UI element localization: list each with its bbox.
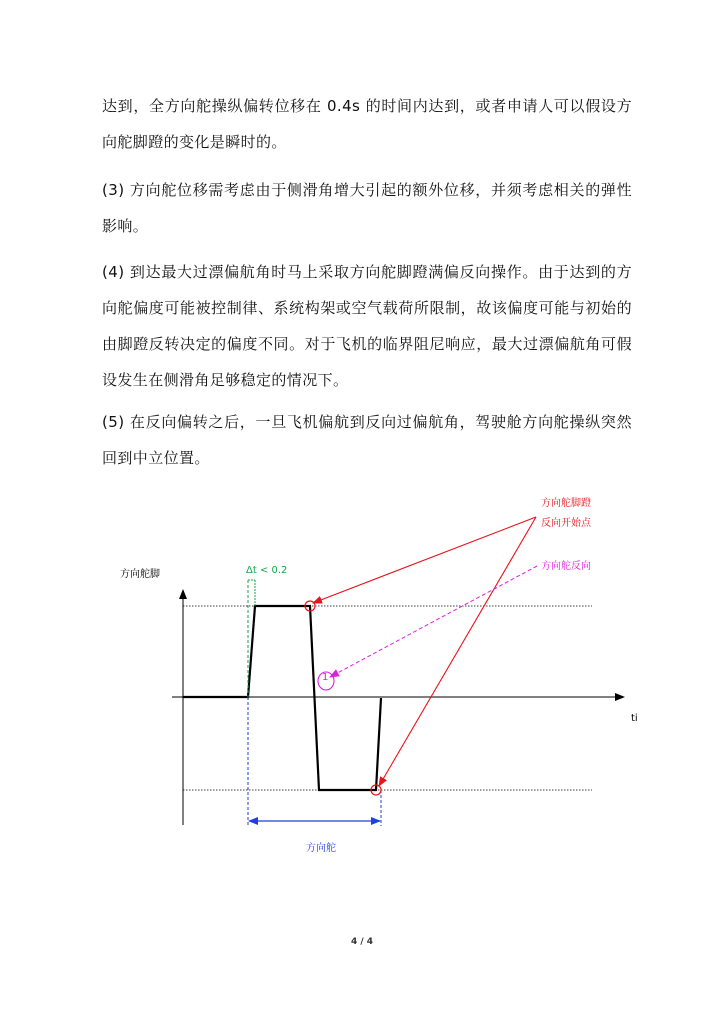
y-axis-label: 方向舵脚	[120, 569, 160, 580]
annotation-rudder-reverse: 方向舵反向	[541, 561, 591, 572]
red-arrow-lower	[379, 517, 536, 786]
page-number: 4 / 4	[350, 937, 374, 947]
marker-number: 1	[322, 672, 329, 683]
span-label: 方向舵	[306, 843, 336, 854]
delta-t-label: Δt < 0.2	[246, 565, 288, 576]
paragraph-3: (4) 到达最大过漂偏航角时马上采取方向舵脚蹬满偏反向操作。由于达到的方向舵偏度可能被控制律、系统构架或空气载荷所限制，故该偏度可能与初始的由脚蹬反转决定的偏度不同。对于飞机的临界阻尼响应，最大过漂偏航角可假设发生在侧滑角足够稳定的情况下。	[102, 263, 632, 389]
x-axis-label: ti	[631, 713, 638, 724]
paragraph-1: 达到，全方向舵操纵偏转位移在 0.4s 的时间内达到，或者申请人可以假设方向舵脚蹬的变化是瞬时的。	[102, 97, 632, 151]
paragraph-4: (5) 在反向偏转之后，一旦飞机偏航到反向过偏航角，驾驶舱方向舵操纵突然回到中立位置。	[102, 413, 632, 467]
annotation-pedal-line2: 反向开始点	[541, 518, 591, 529]
annotation-pedal-line1: 方向舵脚蹬	[541, 498, 591, 509]
paragraph-2: (3) 方向舵位移需考虑由于侧滑角增大引起的额外位移，并须考虑相关的弹性影响。	[102, 181, 632, 235]
red-arrow-upper	[313, 517, 536, 603]
pedal-signal	[183, 606, 381, 790]
magenta-arrow	[330, 566, 537, 677]
